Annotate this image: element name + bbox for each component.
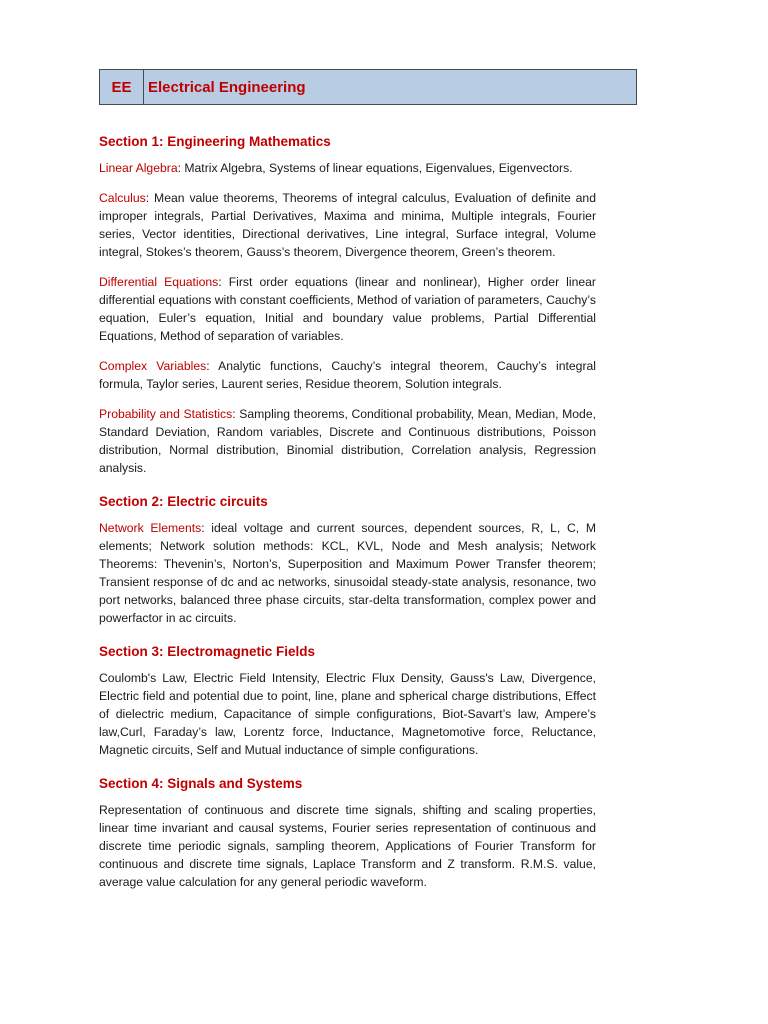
- content-network-elements: : ideal voltage and current sources, dependent sources, R, L, C, M elements; Network solution methods: KCL, KVL, Node and Mesh analysis; Network Theorems: Thevenin’s, Norton’s, Superposition and Maximum Power Transfer theorem; Transient response of dc and ac networks, sinusoidal steady-state analysis, resonance, two port networks, balanced three phase circuits, star-delta transformation, complex power and powerfactor in ac circuits.: [99, 521, 596, 625]
- section-3-heading: Section 3: Electromagnetic Fields: [99, 644, 316, 659]
- topic-differential-equations: Differential Equations: [99, 275, 219, 289]
- paragraph-probability-statistics: [99, 405, 596, 477]
- topic-network-elements: Network Elements: [99, 521, 202, 535]
- content-linear-algebra: : Matrix Algebra, Systems of linear equations, Eigenvalues, Eigenvectors.: [177, 161, 573, 175]
- paragraph-network-elements: [99, 519, 596, 627]
- topic-probability-statistics: Probability and Statistics: [99, 407, 233, 421]
- paragraph-calculus: [99, 189, 596, 261]
- subject-header: [99, 69, 637, 105]
- section-4-heading: Section 4: Signals and Systems: [99, 776, 303, 791]
- content-calculus: : Mean value theorems, Theorems of integral calculus, Evaluation of definite and improper integrals, Partial Derivatives, Maxima and minima, Multiple integrals, Fourier series, Vector identities, Directional derivatives, Line integral, Surface integral, Volume integral, Stokes’s theorem, Gauss’s theorem, Divergence theorem, Green’s theorem.: [99, 191, 596, 259]
- content-probability-statistics: : Sampling theorems, Conditional probability, Mean, Median, Mode, Standard Deviation, Random variables, Discrete and Continuous distributions, Poisson distribution, Normal distribution, Binomial distribution, Correlation analysis, Regression analysis.: [99, 407, 597, 475]
- content-differential-equations: : First order equations (linear and nonlinear), Higher order linear differential equations with constant coefficients, Method of variation of parameters, Cauchy’s equation, Euler’s equation, Initial and boundary value problems, Partial Differential Equations, Method of separation of variables.: [99, 275, 596, 343]
- paragraph-linear-algebra: [99, 159, 596, 177]
- topic-calculus: Calculus: [99, 191, 146, 205]
- topic-linear-algebra: Linear Algebra: [99, 161, 178, 175]
- paragraph-signals-systems: Representation of continuous and discrete time signals, shifting and scaling properties, linear time invariant and causal systems, Fourier series representation of continuous and discrete time periodic signals, sampling theorem, Applications of Fourier Transform for continuous and discrete time signals, Laplace Transform and Z transform. R.M.S. value, average value calculation for any general periodic waveform.: [99, 803, 596, 889]
- topic-complex-variables: Complex Variables: [99, 359, 207, 373]
- syllabus-page: [99, 69, 596, 891]
- content-complex-variables: : Analytic functions, Cauchy’s integral theorem, Cauchy’s integral formula, Taylor series, Laurent series, Residue theorem, Solution integrals.: [99, 359, 596, 391]
- paragraph-electromagnetic-fields: Coulomb's Law, Electric Field Intensity, Electric Flux Density, Gauss's Law, Divergence, Electric field and potential due to point, line, plane and spherical charge distributions, Effect of dielectric medium, Capacitance of simple configurations, Biot-Savart’s law, Ampere’s law,Curl, Faraday’s law, Lorentz force, Inductance, Magnetomotive force, Reluctance, Magnetic circuits, Self and Mutual inductance of simple configurations.: [99, 671, 596, 757]
- subject-title: Electrical Engineering: [148, 78, 306, 96]
- paragraph-complex-variables: [99, 357, 596, 393]
- subject-code: EE: [100, 70, 144, 104]
- section-1-heading: Section 1: Engineering Mathematics: [99, 134, 331, 149]
- section-2-heading: Section 2: Electric circuits: [99, 494, 268, 509]
- paragraph-differential-equations: [99, 273, 596, 345]
